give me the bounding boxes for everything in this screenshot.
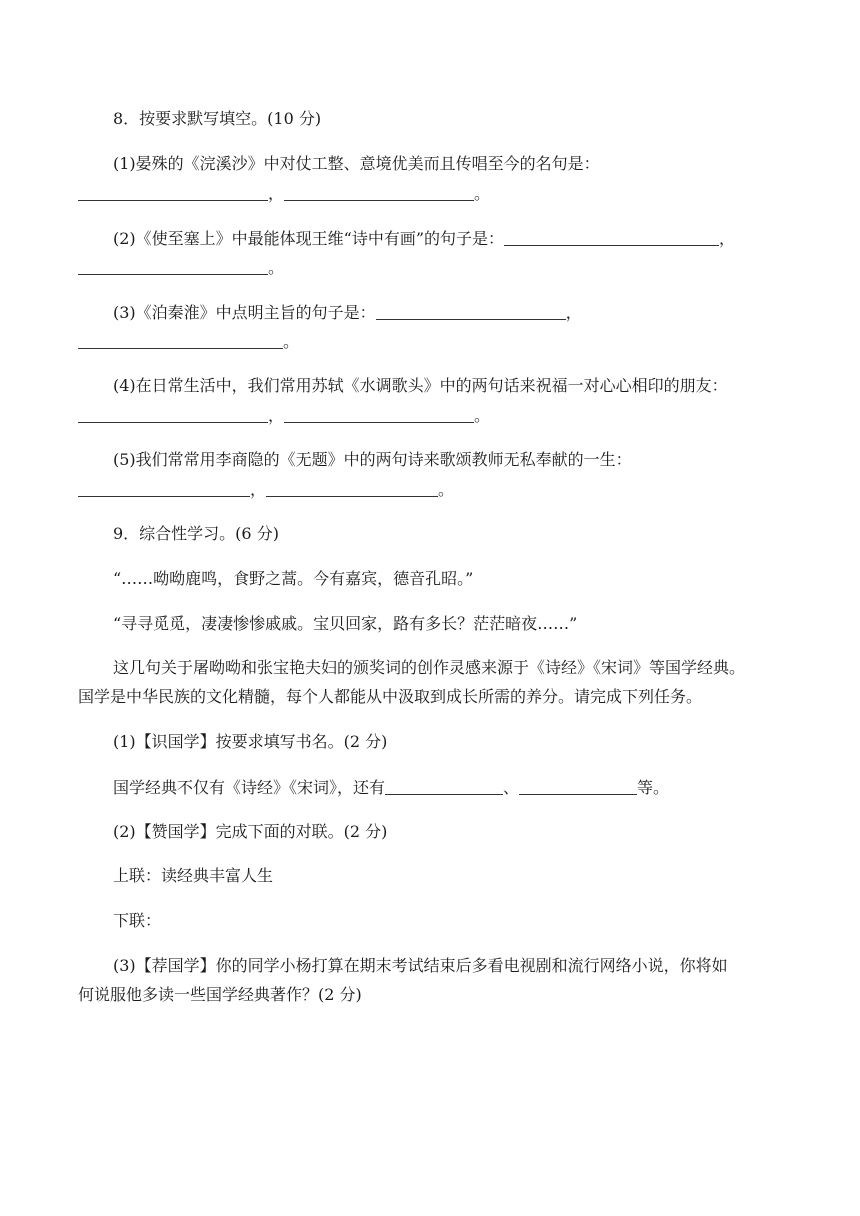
couplet-upper: 上联：读经典丰富人生 (113, 866, 274, 885)
q8-title: 8．按要求默写填空。(10 分) (113, 109, 322, 128)
separator: ， (268, 184, 285, 203)
q8-item-3-answer-line (78, 330, 299, 353)
q8-item-1-prompt (113, 153, 600, 175)
terminator: 。 (438, 480, 455, 499)
answer-blank[interactable] (78, 480, 250, 497)
q9-sub-3-title-line-1: (3)【荐国学】你的同学小杨打算在期末考试结束后多看电视剧和流行网络小说，你将如 (113, 956, 728, 975)
q8-item-4-prompt (113, 375, 728, 397)
q9-sub-2-title: (2)【赞国学】完成下面的对联。(2 分) (113, 822, 388, 841)
separator: ， (719, 229, 736, 248)
answer-blank[interactable] (504, 229, 719, 246)
separator: 、 (503, 778, 520, 797)
terminator: 。 (268, 258, 285, 277)
q8-item-3-num: (3) (113, 303, 136, 322)
answer-blank[interactable] (266, 480, 438, 497)
q9-sub-3-title-line-2: 何说服他多读一些国学经典著作？(2 分) (78, 985, 362, 1004)
q8-item-3-prompt (113, 301, 582, 324)
terminator: 。 (474, 184, 491, 203)
q8-item-1-num: (1) (113, 154, 136, 173)
separator: ， (565, 303, 582, 322)
q9-quote-1: “……呦呦鹿鸣，食野之蒿。今有嘉宾，德音孔昭。” (113, 569, 474, 588)
answer-blank[interactable] (78, 332, 283, 349)
q8-item-2-prompt (113, 227, 735, 250)
q8-item-3-text: 《泊秦淮》中点明主旨的句子是： (135, 303, 376, 322)
answer-blank[interactable] (78, 258, 268, 275)
answer-blank[interactable] (284, 406, 474, 423)
q9-paragraph-line-2: 国学是中华民族的文化精髓，每个人都能从中汲取到成长所需的养分。请完成下列任务。 (78, 687, 703, 706)
q9-quote-2: “寻寻觅觅，凄凄惨惨戚戚。宝贝回家，路有多长？茫茫暗夜……” (113, 614, 578, 633)
q9-sub-1-title: (1)【识国学】按要求填写书名。(2 分) (113, 732, 388, 751)
q8-item-5-prompt (113, 449, 632, 471)
q9-paragraph-line-1: 这几句关于屠呦呦和张宝艳夫妇的颁奖词的创作灵感来源于《诗经》《宋词》等国学经典。 (113, 658, 746, 677)
q8-item-5-text: 我们常常用李商隐的《无题》中的两句诗来歌颂教师无私奉献的一生： (135, 450, 632, 469)
q9-title: 9．综合性学习。(6 分) (113, 524, 279, 543)
terminator: 。 (474, 406, 491, 425)
answer-blank[interactable] (78, 184, 268, 201)
q8-item-4-text: 在日常生活中，我们常用苏轼《水调歌头》中的两句话来祝福一对心心相印的朋友： (135, 376, 728, 395)
separator: ， (268, 406, 285, 425)
q8-item-4-num: (4) (113, 376, 136, 395)
q8-item-5-answer-line (78, 478, 454, 501)
q8-item-5-num: (5) (113, 450, 136, 469)
answer-blank[interactable] (376, 303, 566, 320)
answer-blank[interactable] (385, 778, 503, 795)
q8-item-4-answer-line (78, 404, 490, 427)
q8-item-1-answer-line (78, 182, 490, 205)
answer-blank[interactable] (78, 406, 268, 423)
couplet-lower: 下联： (113, 911, 162, 930)
q9-sub-1-text: 国学经典不仅有《诗经》《宋词》，还有 (113, 778, 386, 797)
separator: ， (250, 480, 267, 499)
answer-blank[interactable] (519, 778, 637, 795)
q8-item-2-text: 《使至塞上》中最能体现王维“诗中有画”的句子是： (135, 229, 505, 248)
answer-blank[interactable] (284, 184, 474, 201)
terminator: 。 (283, 332, 300, 351)
q8-item-2-answer-line (78, 256, 284, 279)
q8-item-2-num: (2) (113, 229, 136, 248)
terminator: 等。 (637, 778, 670, 797)
q8-item-1-text: 晏殊的《浣溪沙》中对仗工整、意境优美而且传唱至今的名句是： (135, 154, 600, 173)
q9-sub-1-answer-line (113, 776, 669, 799)
